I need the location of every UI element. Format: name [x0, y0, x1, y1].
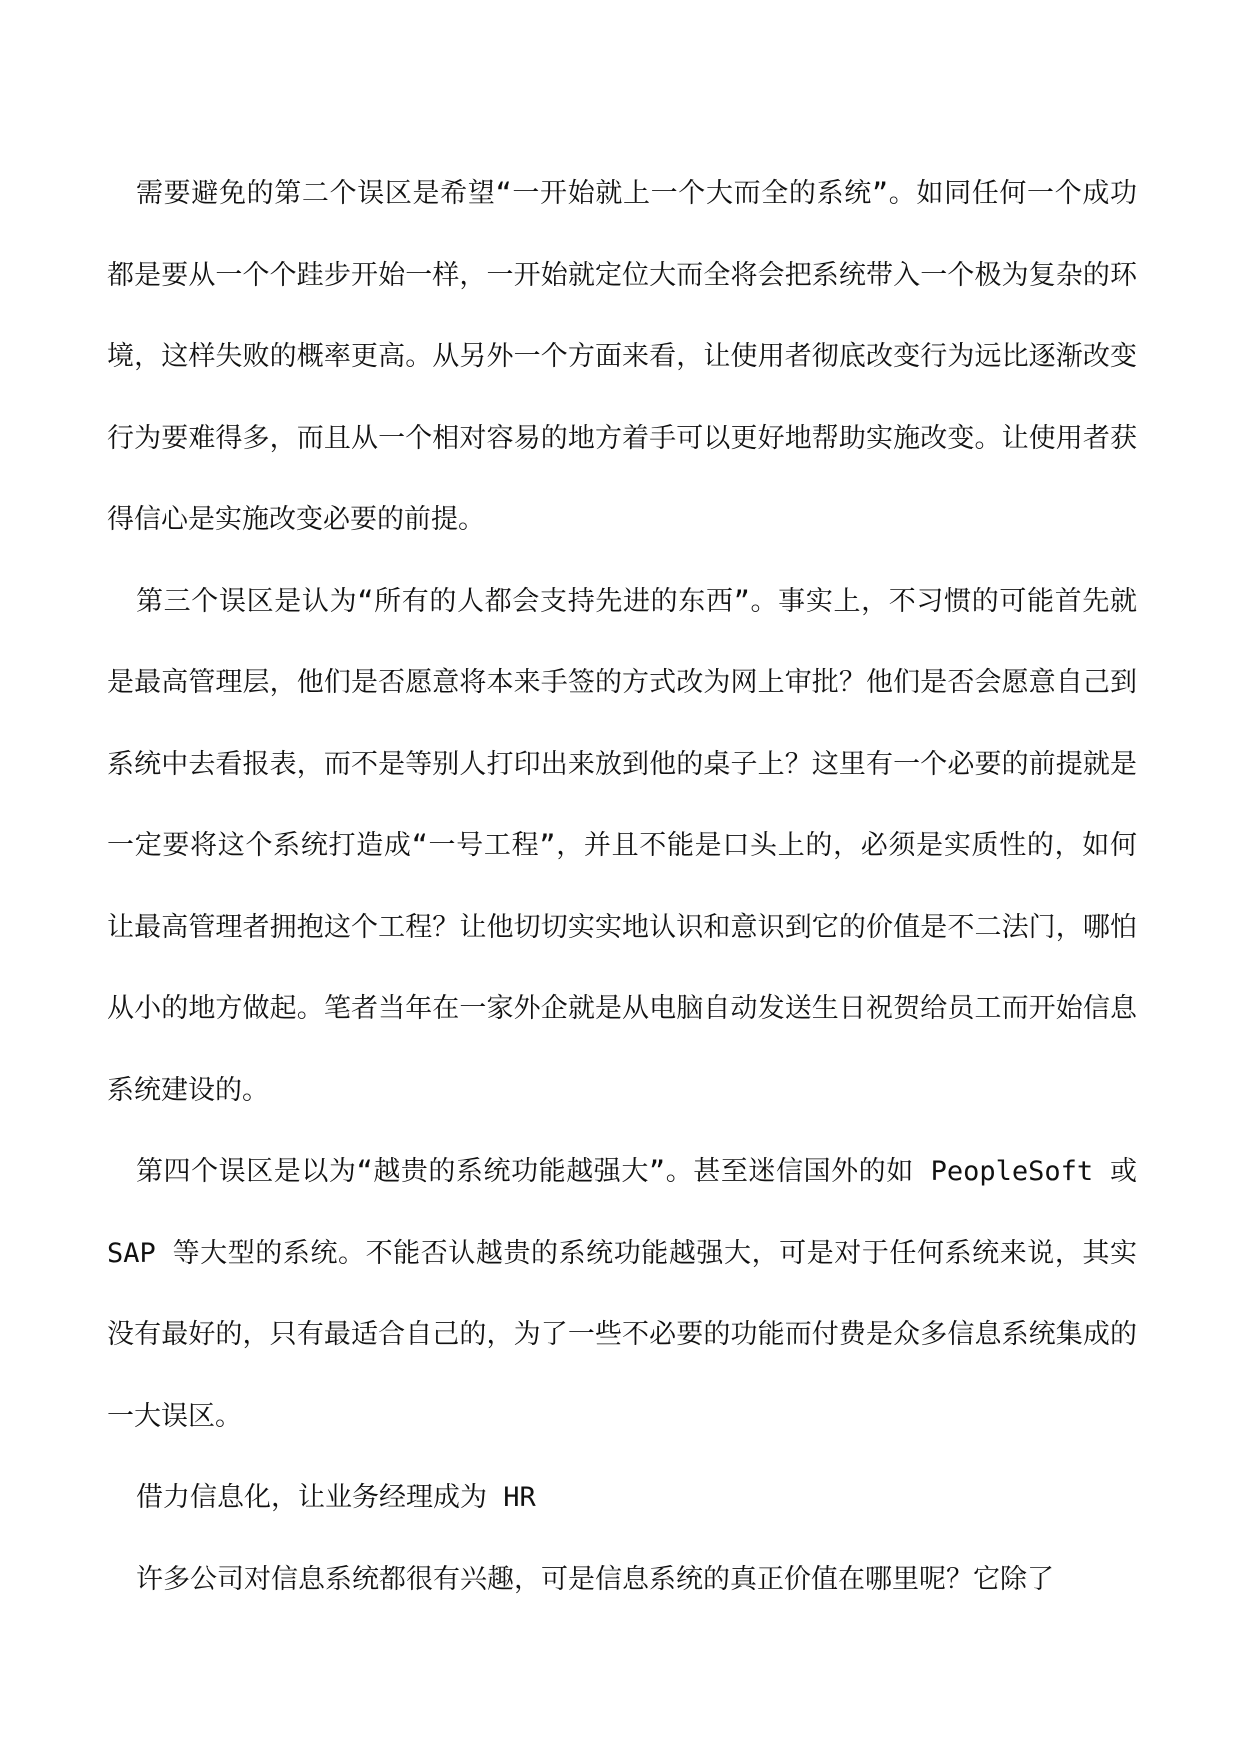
paragraph-second-pitfall: 需要避免的第二个误区是希望“一开始就上一个大而全的系统”。如同任何一个成功都是要从一个个跬步开始一样，一开始就定位大而全将会把系统带入一个极为复杂的环境，这样失败的概率更高。从另外一个方面来看，让使用者彻底改变行为远比逐渐改变行为要难得多，而且从一个相对容易的地方着手可以更好地帮助实施改变。让使用者获得信心是实施改变必要的前提。 — [107, 178, 1137, 535]
paragraph-third-pitfall: 第三个误区是认为“所有的人都会支持先进的东西”。事实上，不习惯的可能首先就是最高管理层，他们是否愿意将本来手签的方式改为网上审批？他们是否会愿意自己到系统中去看报表，而不是等别人打印出来放到他的桌子上？这里有一个必要的前提就是一定要将这个系统打造成“一号工程”，并且不能是口头上的，必须是实质性的，如何让最高管理者拥抱这个工程？让他切切实实地认识和意识到它的价值是不二法门，哪怕从小的地方做起。笔者当年在一家外企就是从电脑自动发送生日祝贺给员工而开始信息系统建设的。 — [107, 585, 1137, 1106]
paragraph-information-system-value: 许多公司对信息系统都很有兴趣，可是信息系统的真正价值在哪里呢？它除了 — [136, 1563, 1054, 1595]
paragraph-fourth-pitfall: 第四个误区是以为“越贵的系统功能越强大”。甚至迷信国外的如 PeopleSoft 或 SAP 等大型的系统。不能否认越贵的系统功能越强大，可是对于任何系统来说，其实没有最好的，只有最适合自己的，为了一些不必要的功能而付费是众多信息系统集成的一大误区。 — [107, 1156, 1137, 1432]
document-body — [107, 153, 1137, 1620]
section-heading: 借力信息化，让业务经理成为 HR — [136, 1482, 536, 1513]
